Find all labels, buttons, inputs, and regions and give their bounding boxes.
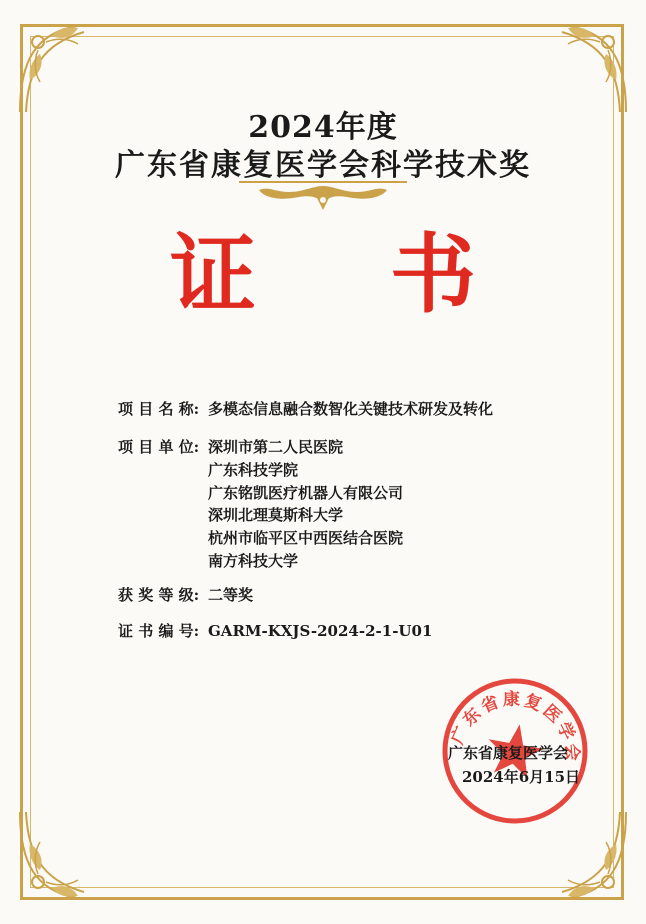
certificate-number-row — [118, 620, 432, 641]
award-level-row — [118, 584, 253, 605]
project-name-label: 项 目 名 称: — [118, 400, 200, 418]
project-unit-item: 深圳市第二人民医院 — [208, 438, 344, 456]
award-level-value: 二等奖 — [208, 586, 254, 604]
award-level-label: 获 奖 等 级: — [118, 586, 200, 604]
project-name-value: 多模态信息融合数智化关键技术研发及转化 — [208, 400, 494, 418]
project-units-label: 项 目 单 位: — [118, 438, 200, 456]
project-units-row — [118, 436, 208, 457]
certificate-number-value: GARM-KXJS-2024-2-1-U01 — [208, 622, 433, 640]
certificate-number-label: 证 书 编 号: — [118, 622, 200, 640]
project-units-list — [208, 436, 403, 573]
project-unit-item: 深圳北理莫斯科大学 — [208, 506, 344, 525]
project-unit-item: 广东铭凯医疗机器人有限公司 — [208, 483, 404, 502]
svg-text:广东省康复医学会: 广东省康复医学会 — [447, 689, 583, 765]
year-title: 2024年度 — [248, 110, 398, 145]
certificate-heading: 证 书 — [170, 224, 528, 325]
issue-date: 2024年6月15日 — [462, 768, 581, 786]
project-name-row — [118, 398, 493, 419]
corner-ornament-icon — [16, 808, 112, 904]
project-unit-item: 南方科技大学 — [208, 551, 299, 570]
project-unit-item: 杭州市临平区中西医结合医院 — [208, 529, 404, 548]
issuer-name: 广东省康复医学会 — [448, 744, 569, 762]
award-title: 广东省康复医学会科学技术奖 — [115, 148, 531, 183]
project-unit-item: 广东科技学院 — [208, 460, 299, 479]
title-divider-ornament-icon — [233, 178, 413, 218]
